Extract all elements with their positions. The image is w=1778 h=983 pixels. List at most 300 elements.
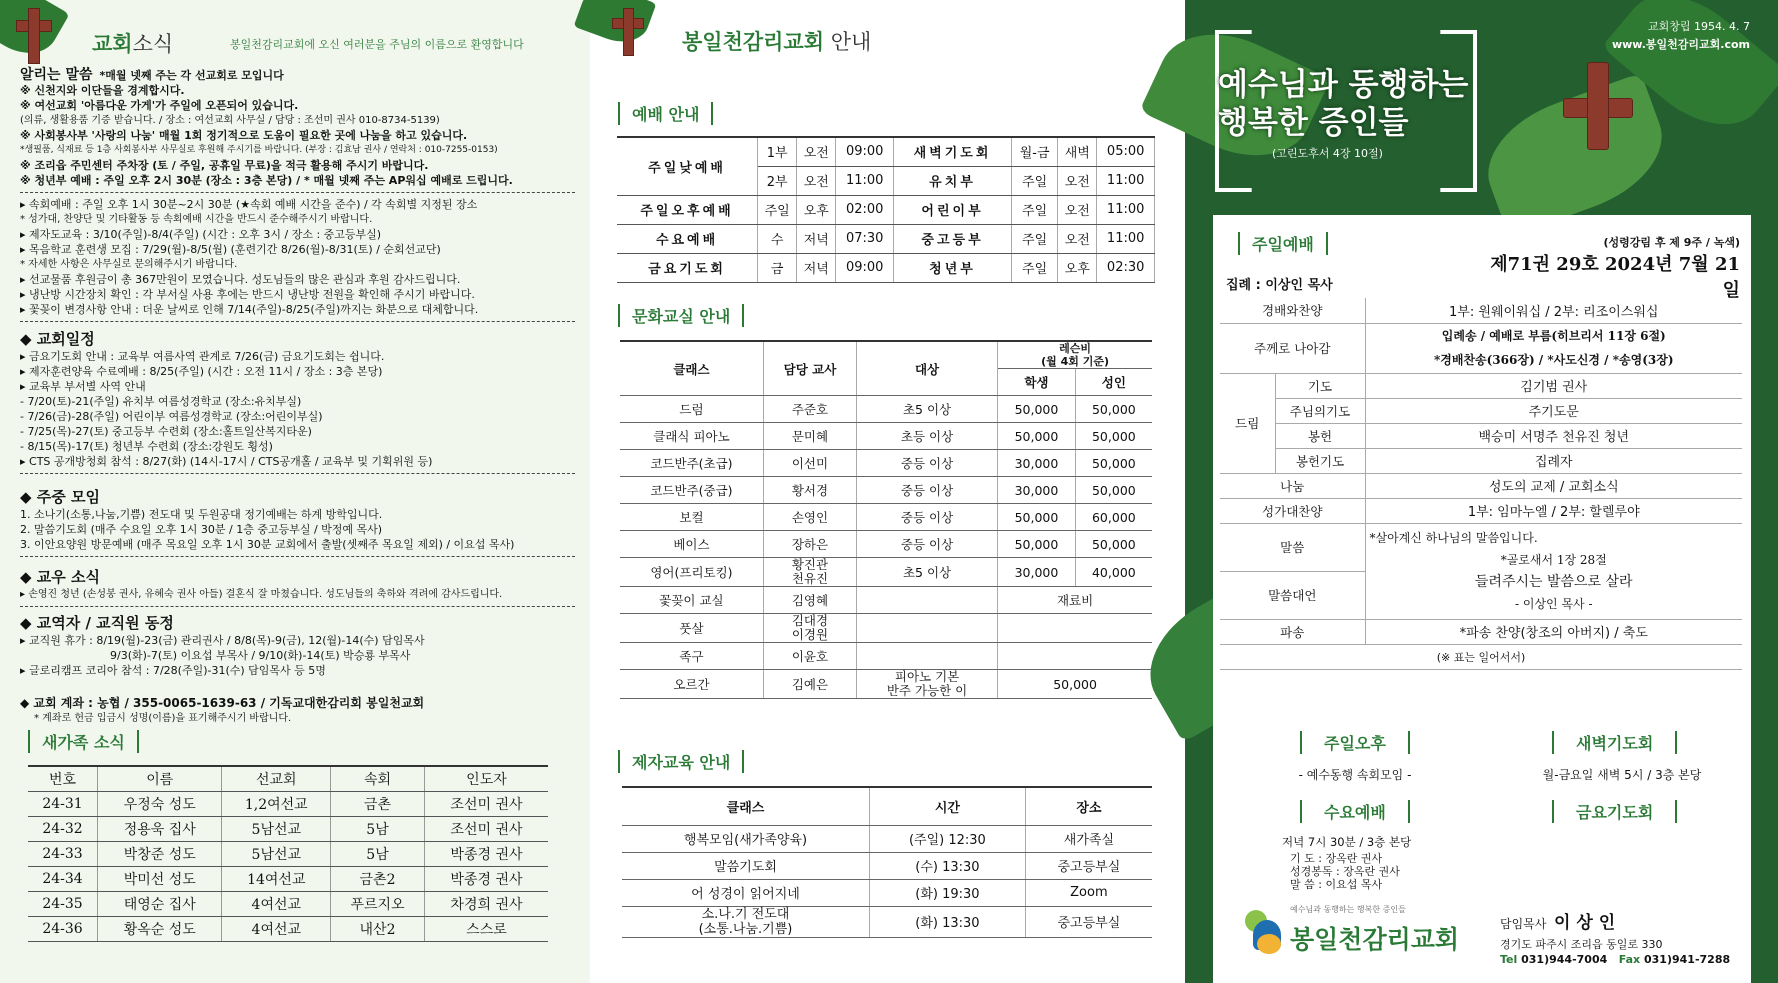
table-row — [28, 891, 548, 916]
cell: 들려주시는 발씀으로 살라 — [1474, 574, 1633, 590]
cell: 황옥순 성도 — [98, 916, 222, 941]
staff-section — [20, 616, 575, 678]
table-row — [620, 587, 1152, 614]
worship-guide-title: 예배 안내 — [618, 102, 713, 125]
cell: 장하은 — [763, 531, 856, 558]
role-line: 말 씀 : 이요섭 목사 — [1290, 878, 1383, 891]
cell: 50,000 — [1075, 450, 1152, 477]
cell: 초등 이상 — [856, 423, 997, 450]
cell: 60,000 — [1075, 504, 1152, 531]
account-section — [20, 696, 575, 726]
col-header: 인도자 — [424, 766, 548, 791]
cell: 박창준 성도 — [98, 841, 222, 866]
cell: 청년부 — [893, 253, 1011, 282]
table-row — [617, 253, 1155, 282]
col-header: 성인 — [1075, 369, 1152, 396]
cell: 주일낮예배 — [617, 137, 758, 195]
pastor-label — [1500, 908, 1615, 933]
cell: 중고등부실 — [1025, 852, 1152, 879]
welcome-text: 봉일천감리교회에 오신 여러분을 주님의 이름으로 환영합니다 — [230, 38, 524, 51]
cell: 24-31 — [28, 791, 98, 816]
divider — [20, 606, 575, 607]
cell: 보컬 — [620, 504, 763, 531]
sunday-afternoon-desc: - 예수동행 속회모임 - — [1298, 768, 1412, 782]
col-header: 클래스 — [622, 787, 870, 825]
divider — [20, 473, 575, 474]
table-row — [28, 841, 548, 866]
table-row — [1220, 448, 1742, 473]
cell: 베이스 — [620, 531, 763, 558]
row-label: 말씀 — [1220, 523, 1365, 571]
table-row — [620, 670, 1152, 699]
divider — [20, 556, 575, 557]
friday-prayer-heading: 금요기도회 — [1552, 800, 1677, 823]
cell: 내산2 — [331, 916, 425, 941]
cell: 오전 — [797, 166, 836, 195]
schedule-item: - 8/15(목)-17(토) 청년부 수련회 (장소:강원도 횡성) — [20, 440, 273, 453]
cell: - 이상인 목사 - — [1514, 597, 1593, 611]
logo-tagline: 예수님과 동행하는 행복한 증인들 — [1290, 905, 1406, 914]
table-row — [1220, 619, 1742, 644]
cell: 30,000 — [998, 558, 1076, 587]
notice-item: ▸ 꽃꽂이 변경사항 안내 : 더운 날씨로 인해 7/14(주일)-8/25(주일)까지는 화분으로 대체합니다. — [20, 303, 479, 316]
table-row — [1220, 423, 1742, 448]
cell: 저녁 — [797, 253, 836, 282]
table-row — [617, 195, 1155, 224]
fax-label: Fax — [1618, 953, 1641, 966]
cell: 2부 — [758, 166, 797, 195]
cell: 문미혜 — [763, 423, 856, 450]
cell: (주일) 12:30 — [870, 825, 1026, 852]
row-label: 파송 — [1220, 619, 1365, 644]
cell: 1부 — [758, 137, 797, 166]
table-row — [620, 614, 1152, 643]
member-title: ◆ 교우 소식 — [20, 568, 100, 586]
row-label: 나눔 — [1220, 473, 1365, 498]
row-label: 봉헌기도 — [1275, 448, 1365, 473]
cell: 5남 — [331, 816, 425, 841]
notice-item: *생필품, 식재료 등 1층 사회봉사부 사무실로 후원해 주시기를 바랍니다. (부장 : 김효남 권사 / 연락처 : 010-7255-0153) — [20, 145, 498, 155]
cell: 11:00 — [1097, 195, 1155, 224]
table-row — [620, 558, 1152, 587]
gather-section — [20, 490, 575, 561]
role-line: 성경봉독 : 장옥란 권사 — [1290, 865, 1400, 878]
cell: 백승미 서명주 천유진 청년 — [1365, 423, 1742, 448]
cell: 주기도문 — [1365, 398, 1742, 423]
row-label: 주께로 나아감 — [1220, 323, 1365, 373]
cell: 행복모임(새가족양육) — [622, 825, 870, 852]
table-row — [622, 906, 1152, 937]
table-row — [620, 643, 1152, 670]
table-row — [28, 866, 548, 891]
table-row — [622, 825, 1152, 852]
schedule-item: ▸ 교육부 부서별 사역 안내 — [20, 380, 146, 393]
cell: 오전 — [797, 137, 836, 166]
cell: 유치부 — [893, 166, 1011, 195]
cell: 푸르지오 — [331, 891, 425, 916]
cell: Zoom — [1025, 879, 1152, 906]
wednesday-worship-desc: 저녁 7시 30분 / 3층 본당 — [1282, 835, 1412, 849]
culture-class-title: 문화교실 안내 — [618, 304, 744, 327]
issue-number: 제71권 29호 2024년 7월 21일 — [1490, 254, 1740, 301]
cell: 1부: 임마누엘 / 2부: 할렐루야 — [1365, 498, 1742, 523]
cell: 소.나.기 전도대 (소통.나눔.기쁨) — [622, 906, 870, 937]
theme-line2: 행복한 증인들 — [1218, 105, 1409, 141]
cell: 새가족실 — [1025, 825, 1152, 852]
cell: 박종경 권사 — [424, 841, 548, 866]
col-header: 클래스 — [620, 341, 763, 396]
table-row — [1220, 298, 1742, 323]
cell: 새벽 — [1058, 137, 1097, 166]
order-table — [1220, 298, 1742, 670]
schedule-title: ◆ 교회일정 — [20, 330, 95, 348]
table-row — [1220, 373, 1742, 398]
table-row — [617, 224, 1155, 253]
schedule-item: ▸ CTS 공개방청회 참석 : 8/27(화) (14시-17시 / CTS공개홀 / 교육부 및 기획위원 등) — [20, 455, 433, 468]
cell: 40,000 — [1075, 558, 1152, 587]
cell: 50,000 — [1075, 477, 1152, 504]
cell — [998, 614, 1152, 643]
notice-item: * 성가대, 찬양단 및 기타활동 등 속회예배 시간을 반드시 준수해주시기 바랍니다. — [20, 214, 373, 225]
table-header-row — [620, 341, 1152, 369]
cell: *파송 찬양(창조의 아버지) / 축도 — [1365, 619, 1742, 644]
table-row — [622, 879, 1152, 906]
cell: 황서경 — [763, 477, 856, 504]
table-row — [28, 791, 548, 816]
cell: 50,000 — [998, 504, 1076, 531]
cell: 07:30 — [836, 224, 894, 253]
gather-item: 3. 이안요양원 방문예배 (매주 목요일 오후 1시 30분 교회에서 출발(셋째주 목요일 제외) / 이요섭 목사) — [20, 538, 515, 551]
table-row — [617, 137, 1155, 166]
cell: 초5 이상 — [856, 558, 997, 587]
worship-table — [617, 136, 1155, 283]
cell: 금촌 — [331, 791, 425, 816]
info-title-b: 안내 — [824, 30, 872, 54]
cell: 주일 — [1012, 224, 1058, 253]
notice-item: ※ 청년부 예배 : 주일 오후 2시 30분 (장소 : 3층 본당) / * 매월 넷째 주는 AP워십 예배로 드립니다. — [20, 174, 513, 187]
cell: 수 — [758, 224, 797, 253]
notice-item: ※ 신천지와 이단들을 경계합시다. — [20, 84, 185, 97]
table-row — [28, 916, 548, 941]
culture-table — [620, 340, 1152, 699]
logo-name: 봉일천감리교회 — [1290, 925, 1460, 954]
col-header: 레슨비 (월 4회 기준) — [998, 341, 1152, 369]
dawn-prayer-heading: 새벽기도회 — [1552, 731, 1677, 754]
account-note: * 계좌로 헌금 입금시 성명(이름)을 표기해주시기 바랍니다. — [34, 713, 292, 724]
cell: 꽃꽂이 교실 — [620, 587, 763, 614]
cell: 피아노 기본 반주 가능한 이 — [856, 670, 997, 699]
cell: 이윤호 — [763, 643, 856, 670]
cell: 50,000 — [1075, 423, 1152, 450]
table-row — [620, 504, 1152, 531]
cell: 1,2여선교 — [222, 791, 331, 816]
cell: 말씀기도회 — [622, 852, 870, 879]
gather-title: ◆ 주중 모임 — [20, 488, 100, 506]
theme-line1: 예수님과 동행하는 — [1218, 67, 1469, 103]
cell: 24-33 — [28, 841, 98, 866]
cell: 50,000 — [998, 423, 1076, 450]
table-row — [620, 423, 1152, 450]
schedule-item: ▸ 금요기도회 안내 : 교육부 여름사역 관계로 7/26(금) 금요기도회는 쉽니다. — [20, 350, 385, 363]
cell: 스스로 — [424, 916, 548, 941]
season-text: (성령강림 후 제 9주 / 녹색) — [1603, 236, 1740, 249]
cross-icon — [623, 8, 634, 56]
schedule-section — [20, 332, 575, 478]
news-title-b: 소식 — [132, 32, 174, 56]
cell: 정용욱 집사 — [98, 816, 222, 841]
cell: 조선미 권사 — [424, 791, 548, 816]
cell: 4여선교 — [222, 891, 331, 916]
table-row — [1220, 523, 1742, 571]
col-header: 담당 교사 — [763, 341, 856, 396]
stand-note: (※ 표는 일어서서) — [1220, 644, 1742, 669]
cell: 월-금 — [1012, 137, 1058, 166]
notice-item: ※ 사회봉사부 '사랑의 나눔' 매월 1회 정기적으로 도움이 필요한 곳에 나눔을 하고 있습니다. — [20, 129, 468, 142]
cell: 50,000 — [998, 396, 1076, 423]
cell: 24-34 — [28, 866, 98, 891]
staff-item: 9/3(화)-7(토) 이요섭 부목사 / 9/10(화)-14(토) 박승룡 부목사 — [110, 649, 411, 662]
cell: 11:00 — [1097, 166, 1155, 195]
role-line: 기 도 : 장옥란 권사 — [1290, 852, 1383, 865]
table-row — [1220, 473, 1742, 498]
staff-title: ◆ 교역자 / 교직원 동정 — [20, 614, 174, 632]
training-title: 제자교육 안내 — [618, 750, 744, 773]
cell: 24-35 — [28, 891, 98, 916]
cross-icon — [1587, 62, 1609, 150]
cell: 중고등부실 — [1025, 906, 1152, 937]
cell: 11:00 — [1097, 224, 1155, 253]
notice-item: ▸ 제자도교육 : 3/10(주일)-8/4(주일) (시간 : 오후 3시 / 장소 : 중고등부실) — [20, 228, 382, 241]
notice-item: ※ 여선교회 '아름다운 가게'가 주일에 오픈되어 있습니다. — [20, 99, 299, 112]
cell: 입례송 / 예배로 부름(히브리서 11장 6절) — [1441, 329, 1666, 343]
word-note: *매월 넷째 주는 각 선교회로 모입니다 — [99, 69, 284, 82]
account-info: ◆ 교회 계좌 : 농협 / 355-0065-1639-63 / 기독교대한감리회 봉일천교회 — [20, 696, 425, 710]
cell: 주일 — [758, 195, 797, 224]
cell: 금요기도회 — [617, 253, 758, 282]
cell: 14여선교 — [222, 866, 331, 891]
news-title-a: 교회 — [92, 32, 133, 56]
cell: 오전 — [1058, 166, 1097, 195]
cell: 오후 — [1058, 253, 1097, 282]
church-url[interactable]: www.봉일천감리교회.com — [1611, 38, 1750, 51]
cell: 주일오후예배 — [617, 195, 758, 224]
cell: 이선미 — [763, 450, 856, 477]
church-address: 경기도 파주시 조리읍 동일로 330 — [1500, 938, 1663, 951]
cell: 차경희 권사 — [424, 891, 548, 916]
notice-item: ▸ 선교물품 후원금이 총 367만원이 모였습니다. 성도님들의 많은 관심과 후원 감사드립니다. — [20, 273, 461, 286]
notice-item: (의류, 생활용품 기증 받습니다. / 장소 : 여선교회 사무실 / 담당 : 조선미 권사 010-8734-5139) — [20, 115, 440, 126]
row-label: 말씀대언 — [1220, 571, 1365, 619]
col-header: 선교회 — [222, 766, 331, 791]
row-label: 드림 — [1220, 373, 1275, 473]
cell: 09:00 — [836, 253, 894, 282]
row-label: 기도 — [1275, 373, 1365, 398]
cell: 30,000 — [998, 450, 1076, 477]
cell: 30,000 — [998, 477, 1076, 504]
table-header-row — [28, 766, 548, 791]
cell: 50,000 — [1075, 531, 1152, 558]
church-logo-icon — [1245, 910, 1281, 956]
table-row — [620, 531, 1152, 558]
cell: 09:00 — [836, 137, 894, 166]
cell: 손영인 — [763, 504, 856, 531]
cell: 오전 — [1058, 195, 1097, 224]
cell: 주일 — [1012, 253, 1058, 282]
cell: (화) 19:30 — [870, 879, 1026, 906]
cell: 4여선교 — [222, 916, 331, 941]
table-row — [28, 816, 548, 841]
col-header: 대상 — [856, 341, 997, 396]
cell: 5남선교 — [222, 816, 331, 841]
col-header: 장소 — [1025, 787, 1152, 825]
row-label: 경배와찬양 — [1220, 298, 1365, 323]
cell: 새벽기도회 — [893, 137, 1011, 166]
cell: 50,000 — [998, 670, 1152, 699]
cell: 중등 이상 — [856, 531, 997, 558]
cell: 황진관 천유진 — [763, 558, 856, 587]
notice-item: ▸ 목음학교 훈련생 모집 : 7/29(월)-8/5(월) (훈련기간 8/26(월)-8/31(토) / 순회선교단) — [20, 243, 441, 256]
cell: 5남 — [331, 841, 425, 866]
divider — [20, 192, 575, 193]
staff-item: ▸ 글로리캠프 코리아 참석 : 7/28(주일)-31(수) 담임목사 등 5명 — [20, 664, 326, 677]
cell: 어린이부 — [893, 195, 1011, 224]
cell: 김예은 — [763, 670, 856, 699]
newfamily-title: 새가족 소식 — [28, 730, 139, 753]
cell: 재료비 — [998, 587, 1152, 614]
cell: 02:30 — [1097, 253, 1155, 282]
wednesday-worship-heading: 수요예배 — [1300, 800, 1410, 823]
cell: 어 성경이 읽어지네 — [622, 879, 870, 906]
cell: 오후 — [797, 195, 836, 224]
table-row — [1220, 323, 1742, 373]
table-row — [622, 852, 1152, 879]
cell: 24-32 — [28, 816, 98, 841]
cell: *경배찬송(366장) / *사도신경 / *송영(3장) — [1433, 353, 1674, 367]
table-header-row — [622, 787, 1152, 825]
cell: 중등 이상 — [856, 477, 997, 504]
cell: 50,000 — [1075, 396, 1152, 423]
table-row — [620, 477, 1152, 504]
theme-ref: (고린도후서 4장 10절) — [1272, 147, 1383, 160]
notice-item: ※ 조리읍 주민센터 주차장 (토 / 주일, 공휴일 무료)을 적극 활용해 주시기 바랍니다. — [20, 159, 429, 172]
col-header: 이름 — [98, 766, 222, 791]
gather-item: 2. 말씀기도회 (매주 수요일 오후 1시 30분 / 1층 중고등부실 / 박정예 목사) — [20, 523, 383, 536]
sunday-afternoon-heading: 주일오후 — [1300, 731, 1410, 754]
cell: 풋살 — [620, 614, 763, 643]
cell: 김영혜 — [763, 587, 856, 614]
member-section — [20, 570, 575, 611]
wednesday-worship-roles — [1290, 852, 1400, 891]
schedule-item: ▸ 제자훈련양육 수료예배 : 8/25(주일) (시간 : 오전 11시 / 장소 : 3층 본당) — [20, 365, 383, 378]
cell: 족구 — [620, 643, 763, 670]
fax-number: 031)941-7288 — [1644, 953, 1731, 966]
sunday-worship-heading: 주일예배 — [1238, 232, 1328, 255]
cell: 박종경 권사 — [424, 866, 548, 891]
cell — [856, 587, 997, 614]
cell — [856, 614, 997, 643]
tel-number: 031)944-7004 — [1521, 953, 1608, 966]
cell: 중등 이상 — [856, 504, 997, 531]
schedule-item: - 7/25(목)-27(토) 중고등부 수련회 (장소:홀트일산복지타운) — [20, 425, 312, 438]
cell: 태영순 집사 — [98, 891, 222, 916]
cell: 조선미 권사 — [424, 816, 548, 841]
cell: 1부: 원웨이워십 / 2부: 리조이스워십 — [1365, 298, 1742, 323]
cell: 저녁 — [797, 224, 836, 253]
pastor-name: 이 상 인 — [1554, 913, 1616, 933]
cell: 김대경 이경원 — [763, 614, 856, 643]
notice-item: ▸ 냉난방 시간장치 확인 : 각 부서실 사용 후에는 반드시 냉난방 전원을 확인해 주시기 바랍니다. — [20, 288, 475, 301]
presider: 집례 : 이상인 목사 — [1226, 278, 1333, 293]
row-label: 주님의기도 — [1275, 398, 1365, 423]
member-item: ▸ 손영진 청년 (손성봉 권사, 유혜숙 권사 아들) 결혼식 잘 마쳤습니다. 성도님들의 축하와 격려에 감사드립니다. — [20, 589, 503, 600]
divider — [20, 321, 575, 322]
newfamily-table — [28, 765, 548, 942]
cross-icon — [28, 8, 40, 64]
church-news-panel — [0, 0, 590, 983]
cell: 초5 이상 — [856, 396, 997, 423]
cell: 박미선 성도 — [98, 866, 222, 891]
cell: 집례자 — [1365, 448, 1742, 473]
cell — [998, 643, 1152, 670]
cell: 성도의 교제 / 교회소식 — [1365, 473, 1742, 498]
cell: *골로새서 1장 28절 — [1500, 553, 1607, 567]
pastor-title: 담임목사 — [1500, 917, 1547, 931]
staff-item: ▸ 교직원 휴가 : 8/19(월)-23(금) 관리권사 / 8/8(목)-9(금), 12(월)-14(수) 담임목사 — [20, 634, 425, 647]
cell: 오전 — [1058, 224, 1097, 253]
col-header: 시간 — [870, 787, 1026, 825]
table-row — [1220, 498, 1742, 523]
row-label: 성가대찬양 — [1220, 498, 1365, 523]
col-header: 속회 — [331, 766, 425, 791]
cell: 주일 — [1012, 166, 1058, 195]
contact-line — [1500, 953, 1730, 966]
cell: 수요예배 — [617, 224, 758, 253]
cell: 50,000 — [998, 531, 1076, 558]
cell: 코드반주(초급) — [620, 450, 763, 477]
founded-date: 교회창립 1954. 4. 7 — [1648, 20, 1750, 33]
theme-title — [1218, 66, 1468, 142]
cell: 24-36 — [28, 916, 98, 941]
cell: 02:00 — [836, 195, 894, 224]
info-title-a: 봉일천감리교회 — [682, 30, 825, 54]
table-row — [620, 396, 1152, 423]
cell: 주준호 — [763, 396, 856, 423]
notice-item: ▸ 속회예배 : 주일 오후 1시 30분~2시 30분 (★속회 예배 시간을 준수) / 각 속회별 지정된 장소 — [20, 198, 478, 211]
cell: 드럼 — [620, 396, 763, 423]
table-row — [620, 450, 1152, 477]
cell: 중등 이상 — [856, 450, 997, 477]
cell: 주일 — [1012, 195, 1058, 224]
cell: 영어(프리토킹) — [620, 558, 763, 587]
tel-label: Tel — [1500, 953, 1518, 966]
table-row — [1220, 398, 1742, 423]
cell: 클래식 피아노 — [620, 423, 763, 450]
training-table — [622, 786, 1152, 938]
cell: 05:00 — [1097, 137, 1155, 166]
cell: (화) 13:30 — [870, 906, 1026, 937]
cell: 금촌2 — [331, 866, 425, 891]
table-row — [1220, 644, 1742, 669]
cell: (수) 13:30 — [870, 852, 1026, 879]
cell: *살아계신 하나님의 말씀입니다. — [1369, 531, 1538, 545]
schedule-item: - 7/26(금)-28(주일) 어린이부 여름성경학교 (장소:어린이부실) — [20, 410, 323, 423]
cell: 중고등부 — [893, 224, 1011, 253]
col-header: 번호 — [28, 766, 98, 791]
schedule-item: - 7/20(토)-21(주일) 유치부 여름성경학교 (장소:유치부실) — [20, 395, 302, 408]
col-header: 학생 — [998, 369, 1076, 396]
cell: 오르간 — [620, 670, 763, 699]
cell — [856, 643, 997, 670]
